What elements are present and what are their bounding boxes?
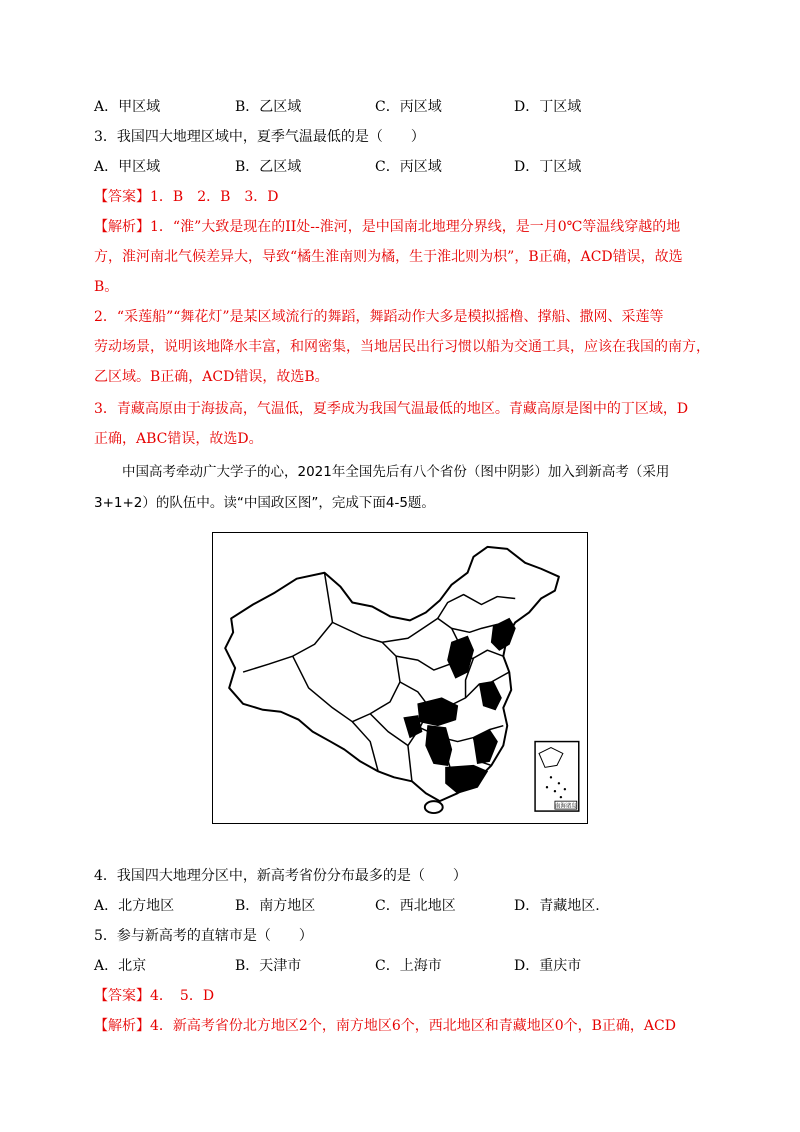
q3-option-d: D．丁区域 [514,159,582,175]
q3-option-c: C．丙区域 [375,159,442,175]
china-map-drawing [213,533,587,823]
china-outline [225,547,559,801]
answer-1-3: 【答案】1．B 2．B 3．D [94,189,279,205]
south-china-sea-inset [535,742,579,812]
q2-option-a: A．甲区域 [94,99,161,115]
q5-option-d: D．重庆市 [514,958,582,974]
q4-option-a: A．北方地区 [94,898,175,914]
analysis-2-line2: 劳动场景，说明该地降水丰富，和网密集，当地居民出行习惯以船为交通工具，应该在我国的南方， [94,339,710,355]
q4-option-b: B．南方地区 [235,898,316,914]
analysis-3-line1: 3．青藏高原由于海拔高，气温低，夏季成为我国气温最低的地区。青藏高原是图中的丁区域，D [94,401,689,417]
inset-label: 南海诸岛 [554,803,577,810]
china-political-map [212,532,588,824]
analysis-4-line1: 【解析】4．新高考省份北方地区2个，南方地区6个，西北地区和青藏地区0个，B正确，ACD [94,1018,676,1034]
q3-option-a: A．甲区域 [94,159,161,175]
analysis-1-line1: 【解析】1．“淮”大致是现在的II处--淮河，是中国南北地理分界线，是一月0℃等温线穿越的地 [94,219,681,235]
q5-option-a: A．北京 [94,958,147,974]
q5-option-b: B．天津市 [235,958,302,974]
q2-option-b: B．乙区域 [235,99,302,115]
answer-4-5: 【答案】4． 5．D [94,988,215,1004]
q2-option-d: D．丁区域 [514,99,582,115]
intro-line2: 3+1+2）的队伍中。读“中国政区图”，完成下面4-5题。 [94,495,435,511]
hainan-island [425,801,443,813]
analysis-3-line2: 正确，ABC错误，故选D。 [94,431,263,447]
q3-option-b: B．乙区域 [235,159,302,175]
analysis-2-line3: 乙区域。B正确，ACD错误，故选B。 [94,369,329,385]
q3-stem: 3．我国四大地理区域中，夏季气温最低的是（ ） [94,129,425,145]
analysis-1-line2: 方，淮河南北气候差异大，导致“橘生淮南则为橘，生于淮北则为枳”，B正确，ACD错误，故选 [94,249,683,265]
shaded-province-guangdong [446,765,488,793]
intro-line1: 中国高考牵动广大学子的心，2021年全国先后有八个省份（图中阴影）加入到新高考（采用 [122,464,670,480]
q5-stem: 5．参与新高考的直辖市是（ ） [94,928,313,944]
q5-option-c: C．上海市 [375,958,442,974]
q4-option-c: C．西北地区 [375,898,456,914]
q4-option-d: D．青藏地区. [514,898,600,914]
analysis-2-line1: 2．“采莲船”“舞花灯”是某区域流行的舞蹈，舞蹈动作大多是模拟摇橹、撑船、撒网、采莲等 [94,309,664,325]
q4-stem: 4．我国四大地理分区中，新高考省份分布最多的是（ ） [94,868,467,884]
q2-option-c: C．丙区域 [375,99,442,115]
analysis-1-line3: B。 [94,279,119,295]
